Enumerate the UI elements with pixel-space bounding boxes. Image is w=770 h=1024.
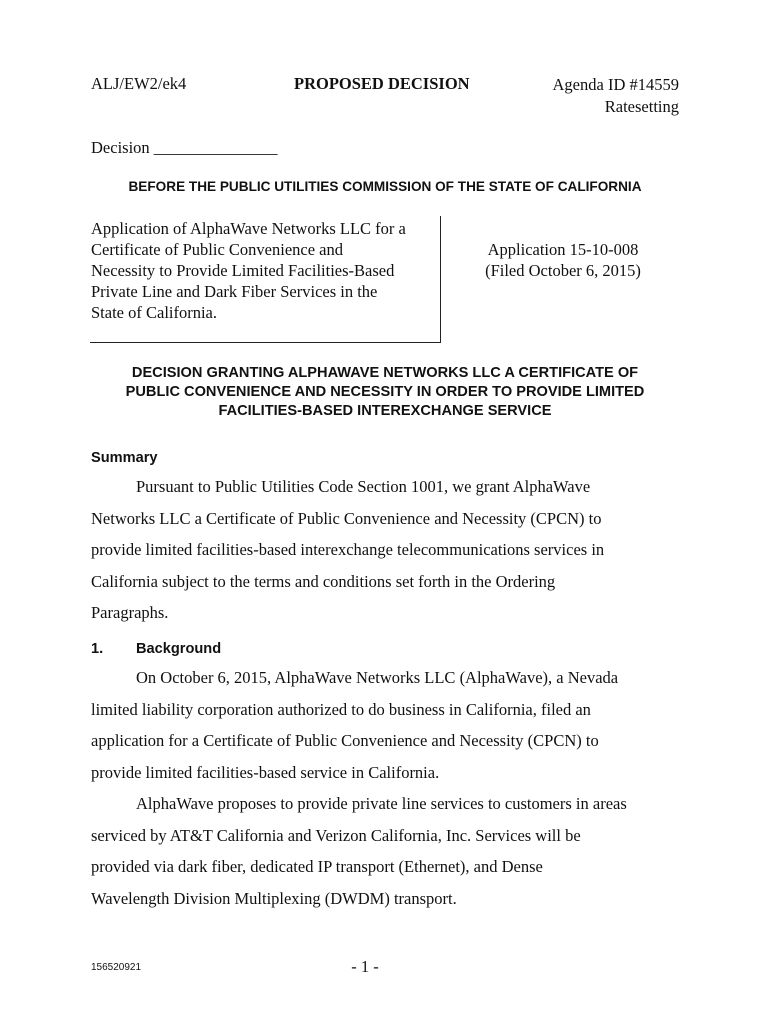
paragraph-line: Pursuant to Public Utilities Code Section 1001, we grant AlphaWave bbox=[136, 477, 591, 496]
document-id: 156520921 bbox=[91, 962, 142, 973]
title-line: FACILITIES-BASED INTEREXCHANGE SERVICE bbox=[218, 403, 552, 419]
application-number: Application 15-10-008 bbox=[487, 240, 639, 259]
caption-line: Necessity to Provide Limited Facilities-Based bbox=[91, 261, 395, 280]
caption-line: State of California. bbox=[91, 303, 218, 322]
paragraph-line: On October 6, 2015, AlphaWave Networks LLC (AlphaWave), a Nevada bbox=[136, 668, 619, 687]
docket-code: ALJ/EW2/ek4 bbox=[91, 74, 187, 93]
paragraph-line: provide limited facilities-based interexchange telecommunications services in bbox=[91, 540, 605, 559]
paragraph-line: Paragraphs. bbox=[91, 603, 169, 622]
ratesetting-label: Ratesetting bbox=[604, 97, 679, 116]
caption-line: Certificate of Public Convenience and bbox=[91, 240, 343, 259]
summary-paragraph bbox=[91, 471, 691, 629]
agenda-block bbox=[470, 74, 679, 118]
background-heading: Background bbox=[136, 641, 222, 657]
background-paragraph-2 bbox=[91, 788, 691, 914]
paragraph-line: provide limited facilities-based service in California. bbox=[91, 762, 440, 782]
paragraph-line: serviced by AT&T California and Verizon California, Inc. Services will be bbox=[91, 825, 581, 845]
background-paragraph-1 bbox=[91, 662, 691, 788]
section-number: 1. bbox=[91, 641, 104, 657]
page-number: - 1 - bbox=[351, 957, 379, 976]
paragraph-line: limited liability corporation authorized to do business in California, filed an bbox=[91, 699, 591, 719]
caption-line: Application of AlphaWave Networks LLC for a bbox=[91, 219, 406, 238]
proposed-decision-label: PROPOSED DECISION bbox=[294, 74, 470, 93]
decision-title bbox=[60, 364, 710, 421]
decision-number-line: Decision _______________ bbox=[91, 138, 278, 157]
filed-date: (Filed October 6, 2015) bbox=[485, 261, 641, 280]
agenda-id: Agenda ID #14559 bbox=[552, 75, 679, 94]
application-info bbox=[462, 239, 664, 281]
title-line: DECISION GRANTING ALPHAWAVE NETWORKS LLC A CERTIFICATE OF bbox=[131, 365, 639, 381]
title-line: PUBLIC CONVENIENCE AND NECESSITY IN ORDER TO PROVIDE LIMITED bbox=[125, 384, 645, 400]
commission-heading: BEFORE THE PUBLIC UTILITIES COMMISSION OF THE STATE OF CALIFORNIA bbox=[128, 179, 642, 194]
caption-application-text bbox=[91, 218, 441, 323]
paragraph-line: AlphaWave proposes to provide private line services to customers in areas bbox=[136, 794, 627, 813]
paragraph-line: California subject to the terms and conditions set forth in the Ordering bbox=[91, 571, 556, 591]
caption-line: Private Line and Dark Fiber Services in the bbox=[91, 282, 378, 301]
paragraph-line: Wavelength Division Multiplexing (DWDM) transport. bbox=[91, 888, 457, 908]
summary-heading: Summary bbox=[91, 450, 158, 466]
paragraph-line: Networks LLC a Certificate of Public Convenience and Necessity (CPCN) to bbox=[91, 508, 602, 528]
paragraph-line: application for a Certificate of Public Convenience and Necessity (CPCN) to bbox=[91, 731, 599, 750]
paragraph-line: provided via dark fiber, dedicated IP transport (Ethernet), and Dense bbox=[91, 857, 543, 876]
